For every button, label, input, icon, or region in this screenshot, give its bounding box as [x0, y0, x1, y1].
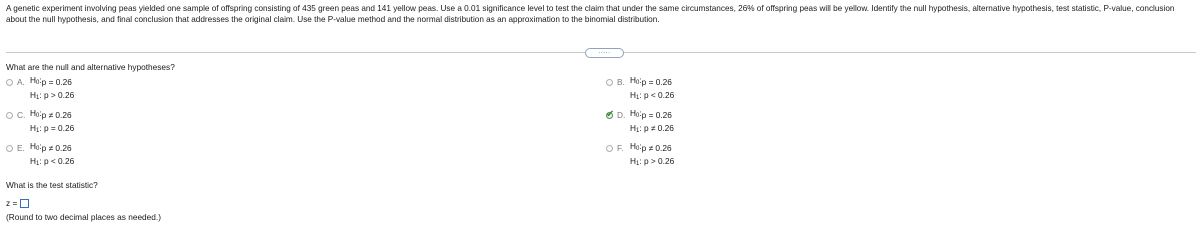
option-c-h0-symbol: $H_0$: [30, 108, 42, 119]
option-d-h1-symbol: $H_1$: [630, 122, 644, 134]
option-f-h1: p > 0.26 [643, 155, 675, 166]
option-f-letter: F. [617, 142, 624, 153]
option-c[interactable] [6, 108, 74, 137]
option-d-radio[interactable] [606, 108, 615, 120]
checkmark-icon: ✔ [606, 108, 615, 120]
option-e-letter: E. [17, 142, 25, 153]
option-b-h1: p < 0.26 [643, 89, 675, 100]
option-b-h1-symbol: $H_1$: [630, 89, 644, 101]
option-d-letter: D. [617, 109, 626, 120]
question-test-statistic: What is the test statistic? [6, 180, 98, 190]
option-f[interactable] [606, 141, 674, 170]
option-c-h1: p = 0.26 [43, 122, 75, 133]
option-c-letter: C. [17, 109, 26, 120]
problem-statement: A genetic experiment involving peas yielded one sample of offspring consisting of 435 green peas and 141 yellow peas. Use a 0.01 significance level to test the claim that under the same circumstances, 26% of offspring peas will be yellow. Identify the null hypothesis, alternative hypothesis, test statistic, P-value, conclusion about the null hypothesis, and final conclusion that addresses the original claim. Use the P-value method and the normal distribution as an approximation to the binomial distribution. [6, 4, 1175, 24]
option-a-h0-symbol: $H_0$: [30, 75, 42, 86]
question-hypotheses: What are the null and alternative hypotheses? [6, 62, 175, 72]
expand-button[interactable]: ..... [585, 48, 624, 58]
z-label: z = [6, 198, 18, 208]
option-a-h0: p = 0.26 [41, 76, 72, 87]
option-e-h0-symbol: $H_0$: [30, 141, 42, 152]
option-a-letter: A. [17, 76, 25, 87]
rounding-hint: (Round to two decimal places as needed.) [6, 212, 161, 222]
option-e-h1-symbol: $H_1$: [30, 155, 44, 167]
option-f-h0-symbol: $H_0$: [630, 141, 642, 152]
option-e[interactable] [6, 141, 74, 170]
option-b-radio[interactable] [606, 79, 613, 86]
z-answer-row [6, 198, 29, 208]
option-a-radio[interactable] [6, 79, 13, 86]
option-d[interactable] [606, 108, 674, 137]
option-b-h0: p = 0.26 [641, 76, 672, 87]
option-b-letter: B. [617, 76, 625, 87]
option-f-h0: p ≠ 0.26 [641, 142, 672, 153]
option-f-h1-symbol: $H_1$: [630, 155, 644, 167]
option-f-radio[interactable] [606, 145, 613, 152]
option-d-h1: p ≠ 0.26 [643, 122, 674, 133]
option-b[interactable] [606, 75, 674, 104]
option-c-h1-symbol: $H_1$: [30, 122, 44, 134]
option-c-h0: p ≠ 0.26 [41, 109, 72, 120]
option-e-h0: p ≠ 0.26 [41, 142, 72, 153]
option-e-h1: p < 0.26 [43, 155, 75, 166]
option-a-h1: p > 0.26 [43, 89, 75, 100]
option-a[interactable] [6, 75, 74, 104]
option-b-h0-symbol: $H_0$: [630, 75, 642, 86]
option-d-h0: p = 0.26 [641, 109, 672, 120]
z-answer-input[interactable] [20, 199, 29, 208]
option-e-radio[interactable] [6, 145, 13, 152]
option-a-h1-symbol: $H_1$: [30, 89, 44, 101]
option-c-radio[interactable] [6, 112, 13, 119]
option-d-h0-symbol: $H_0$: [630, 108, 642, 119]
